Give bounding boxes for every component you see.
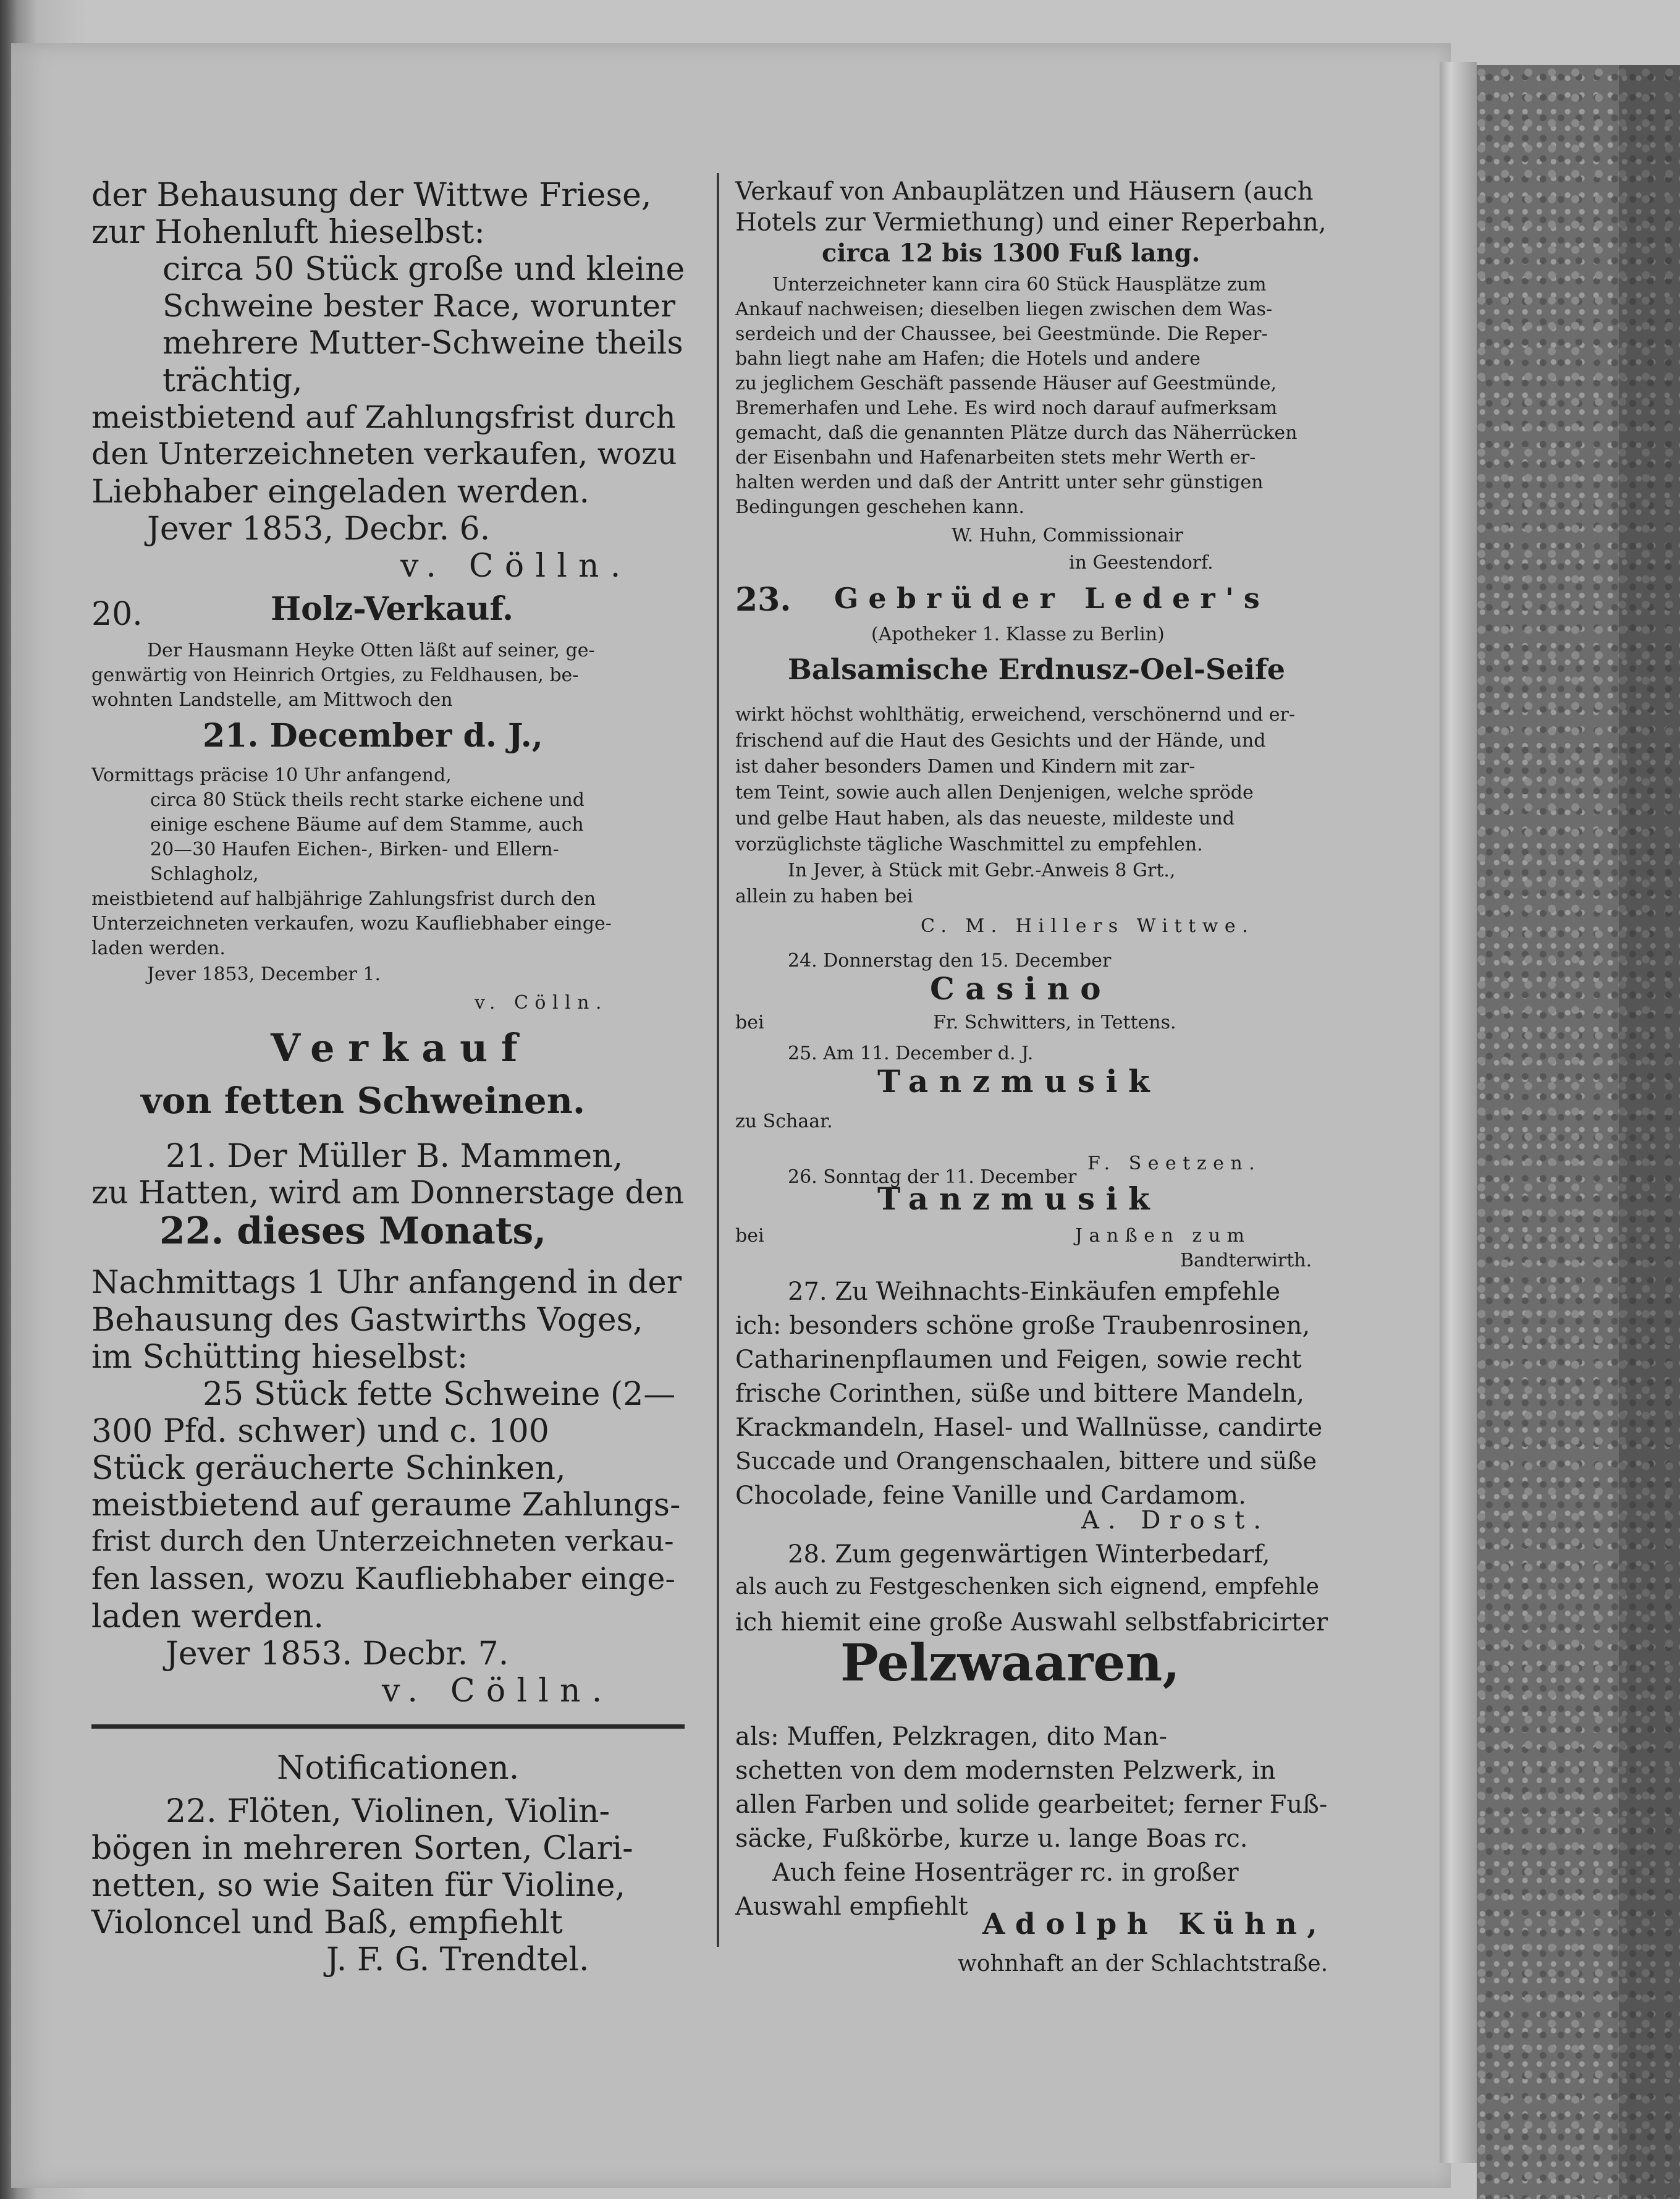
ad26-host: Janßen zum [1075,1225,1251,1247]
ad27-line: Succade und Orangenschaalen, bittere und süße [735,1447,1317,1475]
ad-top-line: Bremerhafen und Lehe. Es wird noch darauf aufmerksam [735,397,1278,419]
ad20-line: genwärtig von Heinrich Ortgies, zu Feldhausen, be- [91,664,579,686]
ad20-number: 20. [91,596,143,633]
ad28-line: schetten von dem modernsten Pelzwerk, in [735,1756,1276,1785]
page-edge [1440,62,1477,2163]
ad24-title: Casino [930,970,1112,1007]
ad21-line: Nachmittags 1 Uhr anfangend in der [91,1265,682,1301]
ad27-line: Krackmandeln, Hasel- und Wallnüsse, candirte [735,1413,1323,1442]
notifications-heading: Notificationen. [277,1750,520,1787]
ad24-bei: bei [735,1012,764,1033]
ad23-line: tem Teint, sowie auch allen Denjenigen, welche spröde [735,782,1254,803]
ad-top-line: Verkauf von Anbauplätzen und Häusern (auch [735,177,1314,206]
ad28-title: Pelzwaaren, [840,1633,1180,1693]
column-divider [717,173,719,1947]
ad-top-signature: in Geestendorf. [1069,552,1214,574]
ad21-line: 21. Der Müller B. Mammen, [166,1138,623,1175]
ad23-line: vorzüglichste tägliche Waschmittel zu empfehlen. [735,834,1203,855]
ad21-date: 22. dieses Monats, [159,1210,547,1253]
ad20-line: Der Hausmann Heyke Otten läßt auf seiner, ge- [147,640,595,661]
ad23-signature: C. M. Hillers Wittwe. [921,915,1255,937]
ad19-line: den Unterzeichneten verkaufen, wozu [91,436,677,472]
ad27-signature: A. Drost. [1081,1506,1270,1535]
ad-top-line: circa 12 bis 1300 Fuß lang. [822,239,1201,268]
ad20-line: circa 80 Stück theils recht starke eichene und [150,789,585,811]
section-rule [91,1724,685,1729]
ad24-line: 24. Donnerstag den 15. December [788,950,1112,972]
cover-shadow [1619,65,1680,2199]
ad21-line: Stück geräucherte Schinken, [91,1450,566,1487]
ad19-line: Schweine bester Race, worunter [163,288,676,324]
ad28-line: allen Farben und solide gearbeitet; ferner Fuß- [735,1790,1328,1819]
ad21-date2: Jever 1853. Decbr. 7. [166,1635,509,1672]
ad19-line: trächtig, [163,362,303,399]
ad27-line: Catharinenpflaumen und Feigen, sowie recht [735,1345,1302,1374]
ad23-line: frischend auf die Haut des Gesichts und der Hände, und [735,730,1266,752]
ad27-line: 27. Zu Weihnachts-Einkäufen empfehle [788,1277,1281,1306]
ad20-line: laden werden. [91,938,226,959]
ad23-line: allein zu haben bei [735,886,913,907]
ad-top-line: Ankauf nachweisen; dieselben liegen zwischen dem Was- [735,299,1273,320]
ad-top-line: halten werden und daß der Antritt unter sehr günstigen [735,472,1264,493]
ad-top-line: zu jeglichem Geschäft passende Häuser auf Geestmünde, [735,373,1277,394]
notification-line: Violoncel und Baß, empfiehlt [91,1904,563,1941]
ad26-bei: bei [735,1225,764,1247]
notification-line: 22. Flöten, Violinen, Violin- [166,1793,610,1830]
ad20-line: 20—30 Haufen Eichen-, Birken- und Ellern- [150,839,559,860]
ad-top-signature: W. Huhn, Commissionair [952,525,1183,546]
ad27-line: Chocolade, feine Vanille und Cardamom. [735,1481,1246,1510]
ad19-line: meistbietend auf Zahlungsfrist durch [91,399,676,435]
ad19-signature: v. Cölln. [400,548,632,585]
ad20-line: meistbietend auf halbjährige Zahlungsfrist durch den [91,888,596,910]
ad21-heading: Verkauf [271,1025,531,1070]
ad20-line: Schlagholz, [150,863,259,885]
ad28-signature: Adolph Kühn, [982,1907,1328,1941]
notification-signature: J. F. G. Trendtel. [326,1941,589,1978]
ad19-line: mehrere Mutter-Schweine theils [163,325,683,362]
ad20-signature: v. Cölln. [475,992,609,1014]
ad23-title: Gebrüder Leder's [834,582,1270,615]
ad23-line: wirkt höchst wohlthätig, erweichend, verschönernd und er- [735,704,1296,726]
ad28-line: 28. Zum gegenwärtigen Winterbedarf, [788,1540,1270,1569]
ad21-line: fen lassen, wozu Kaufliebhaber einge- [91,1561,675,1596]
ad25-host: F. Seetzen. [1087,1153,1262,1174]
ad20-date2: Jever 1853, December 1. [147,964,381,985]
ad-top-line: der Eisenbahn und Hafenarbeiten stets mehr Werth er- [735,447,1256,468]
ad21-signature: v. Cölln. [382,1672,614,1710]
ad26-title: Tanzmusik [877,1180,1161,1217]
ad23-number: 23. [735,581,791,619]
ad-top-line: Hotels zur Vermiethung) und einer Reperbahn, [735,208,1327,237]
ad-top-line: Bedingungen geschehen kann. [735,496,1024,518]
ad20-date: 21. December d. J., [203,717,543,755]
ad21-line: Behausung des Gastwirths Voges, [91,1302,643,1339]
ad21-line: 25 Stück fette Schweine (2— [203,1376,676,1413]
ad-top-line: Unterzeichneter kann cira 60 Stück Hausplätze zum [772,274,1267,295]
ad28-line: Auch feine Hosenträger rc. in großer [772,1858,1239,1887]
ad24-host: Fr. Schwitters, in Tettens. [933,1012,1176,1033]
ad25-line: 25. Am 11. December d. J. [788,1043,1034,1064]
ad23-subtitle: (Apotheker 1. Klasse zu Berlin) [871,624,1165,645]
ad19-date: Jever 1853, Decbr. 6. [147,511,491,548]
ad19-line: Liebhaber eingeladen werden. [91,473,590,511]
ad23-line: und gelbe Haut haben, als das neueste, mildeste und [735,808,1235,829]
ad27-line: frische Corinthen, süße und bittere Mandeln, [735,1379,1304,1408]
ad21-line: meistbietend auf geraume Zahlungs- [91,1487,681,1523]
ad28-address: wohnhaft an der Schlachtstraße. [958,1951,1328,1977]
ad19-line: der Behausung der Wittwe Friese, [91,177,652,214]
ad19-line: circa 50 Stück große und kleine [163,251,685,288]
notification-line: netten, so wie Saiten für Violine, [91,1867,626,1904]
ad20-title: Holz-Verkauf. [271,590,514,628]
notification-line: bögen in mehreren Sorten, Clari- [91,1830,633,1867]
ad26-line: 26. Sonntag der 11. December [788,1166,1077,1188]
ad-top-line: gemacht, daß die genannten Plätze durch das Näherrücken [735,422,1298,444]
ad23-product: Balsamische Erdnusz-Oel-Seife [788,653,1286,686]
ad20-line: einige eschene Bäume auf dem Stamme, auch [150,814,584,836]
ad26-host2: Bandterwirth. [1180,1250,1312,1271]
ad28-line: ich hiemit eine große Auswahl selbstfabricirter [735,1608,1328,1637]
ad25-title: Tanzmusik [877,1063,1161,1100]
ad21-line: zu Hatten, wird am Donnerstage den [91,1175,685,1211]
ad28-line: als: Muffen, Pelzkragen, dito Man- [735,1722,1168,1751]
ad20-line: wohnten Landstelle, am Mittwoch den [91,689,453,711]
ad-top-line: serdeich und der Chaussee, bei Geestmünde. Die Reper- [735,323,1268,345]
ad21-line: im Schütting hieselbst: [91,1339,468,1376]
ad-top-line: bahn liegt nahe am Hafen; die Hotels und andere [735,348,1201,370]
ad25-place: zu Schaar. [735,1111,833,1132]
ad19-line: zur Hohenluft hieselbst: [91,214,485,251]
ad21-line: 300 Pfd. schwer) und c. 100 [91,1413,549,1450]
ad20-line: Vormittags präcise 10 Uhr anfangend, [91,765,452,786]
ad21-heading2: von fetten Schweinen. [141,1080,586,1122]
ad21-line: laden werden. [91,1598,324,1635]
ad28-line: als auch zu Festgeschenken sich eignend, empfehle [735,1574,1319,1599]
ad28-line: säcke, Fußkörbe, kurze u. lange Boas rc. [735,1824,1248,1853]
ad23-line: ist daher besonders Damen und Kindern mit zar- [735,756,1196,777]
ad21-line: frist durch den Unterzeichneten verkau- [91,1524,674,1557]
ad27-line: ich: besonders schöne große Traubenrosinen, [735,1311,1311,1340]
ad28-line: Auswahl empfiehlt [735,1892,968,1921]
ad23-line: In Jever, à Stück mit Gebr.-Anweis 8 Grt., [788,860,1176,881]
ad20-line: Unterzeichneten verkaufen, wozu Kaufliebhaber einge- [91,913,612,934]
